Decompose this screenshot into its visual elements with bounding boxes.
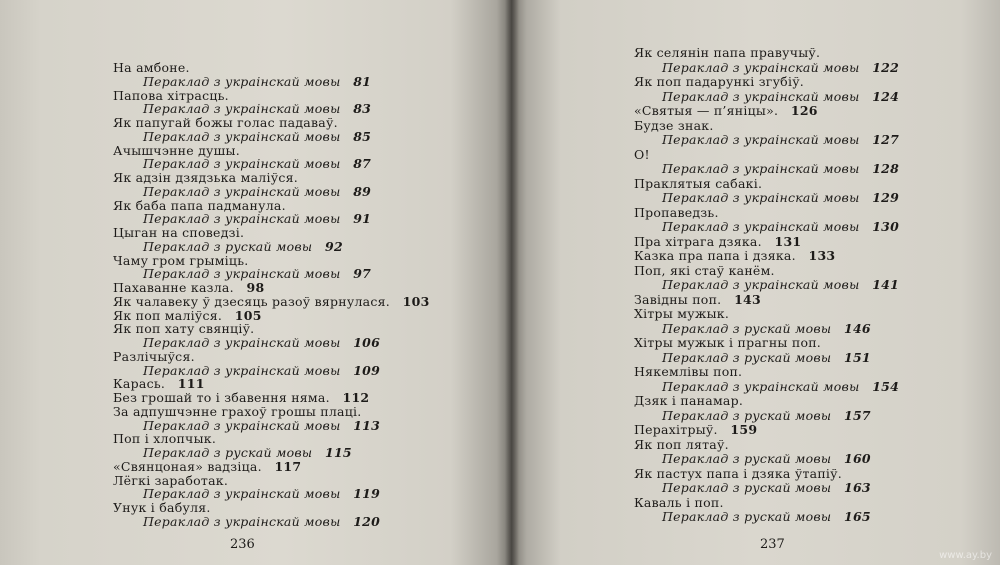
toc-title-line: [634, 394, 743, 408]
story-title: На амбоне.: [113, 60, 190, 75]
translation-note: Пераклад з украінскай мовы: [662, 132, 860, 147]
story-title: Разлічыўся.: [113, 348, 195, 364]
toc-page-number: 89: [353, 183, 372, 199]
toc-page-number: 97: [353, 266, 372, 282]
toc-page-number: 141: [872, 277, 900, 292]
toc-page-number: 160: [844, 451, 871, 466]
toc-page-number: 109: [353, 362, 381, 378]
toc-translation-line: [662, 510, 871, 524]
translation-note: Пераклад з украінскай мовы: [662, 219, 860, 234]
toc-translation-line: [143, 515, 380, 529]
toc-page-number: 151: [844, 349, 871, 365]
translation-note: Пераклад з украінскай мовы: [143, 335, 341, 350]
toc-title-line: [634, 249, 835, 263]
toc-translation-line: [662, 61, 899, 75]
page-number: 236: [230, 537, 255, 552]
translation-note: Пераклад з рускай мовы: [662, 320, 832, 336]
right-page: [512, 0, 1000, 565]
story-title: «Свянцоная» вадзіца.: [113, 458, 262, 474]
story-title: Чаму гром грыміць.: [113, 252, 249, 268]
book-gutter: [505, 0, 519, 565]
toc-translation-line: [662, 220, 899, 234]
translation-note: Пераклад з украінскай мовы: [143, 513, 341, 529]
story-title: За адпушчэнне грахоў грошы плаці.: [113, 403, 362, 419]
toc-page-number: 120: [353, 513, 381, 529]
toc-page-number: 87: [353, 156, 372, 172]
toc-page-number: 119: [353, 486, 381, 502]
toc-title-line: [634, 293, 761, 307]
story-title: Ачышчэнне душы.: [113, 142, 240, 158]
translation-note: Пераклад з украінскай мовы: [662, 277, 860, 292]
toc-title-line: [634, 119, 714, 133]
story-title: Як поп маліўся.: [113, 307, 223, 323]
story-title: «Святыя — п’яніцы».: [634, 103, 779, 118]
toc-page-number: 85: [353, 128, 372, 144]
toc-page-number: 157: [844, 407, 871, 423]
toc-page-number: 83: [353, 101, 372, 117]
toc-title-line: [634, 46, 820, 60]
toc-page-number: 113: [353, 417, 381, 433]
story-title: Карась.: [113, 376, 166, 392]
toc-title-line: [634, 264, 775, 278]
toc-translation-line: [662, 278, 899, 292]
translation-note: Пераклад з украінскай мовы: [662, 190, 860, 205]
translation-note: Пераклад з украінскай мовы: [143, 128, 341, 144]
toc-title-line: [634, 365, 742, 379]
story-title: Каваль і поп.: [634, 494, 724, 510]
story-title: Поп, які стаў канём.: [634, 262, 775, 278]
toc-page-number: 126: [790, 103, 818, 118]
watermark: www.ay.by: [939, 550, 992, 561]
toc-page-number: 130: [872, 219, 900, 234]
translation-note: Пераклад з рускай мовы: [662, 407, 832, 423]
toc-page-number: 103: [402, 293, 430, 309]
translation-note: Пераклад з рускай мовы: [662, 509, 832, 524]
story-title: Цыган на споведзі.: [113, 225, 245, 240]
story-title: Без грошай то і збавення няма.: [113, 390, 330, 405]
translation-note: Пераклад з украінскай мовы: [143, 101, 341, 117]
toc-translation-line: [662, 409, 871, 423]
story-title: О!: [634, 146, 650, 162]
story-title: Някемлівы поп.: [634, 364, 743, 379]
toc-translation-line: [662, 162, 899, 176]
toc-title-line: [634, 307, 729, 321]
toc-page-number: 124: [872, 88, 900, 104]
toc-translation-line: [662, 452, 871, 466]
story-title: Казка пра папа і дзяка.: [634, 248, 796, 263]
story-title: Папова хітрасць.: [113, 87, 229, 103]
toc-translation-line: [662, 90, 899, 104]
toc-title-line: [634, 148, 650, 162]
translation-note: Пераклад з украінскай мовы: [143, 156, 341, 172]
translation-note: Пераклад з украінскай мовы: [143, 417, 341, 433]
translation-note: Пераклад з украінскай мовы: [143, 362, 341, 378]
toc-page-number: 122: [872, 59, 900, 75]
translation-note: Пераклад з рускай мовы: [662, 480, 832, 495]
story-title: Хітры мужык і прагны поп.: [634, 335, 822, 350]
toc-page-number: 165: [844, 509, 871, 524]
story-title: Дзяк і панамар.: [634, 393, 744, 408]
translation-note: Пераклад з украінскай мовы: [143, 183, 341, 199]
translation-note: Пераклад з украінскай мовы: [143, 486, 341, 502]
translation-note: Пераклад з украінскай мовы: [143, 73, 341, 89]
toc-page-number: 106: [353, 335, 381, 350]
story-title: Унук і бабуля.: [113, 500, 211, 515]
translation-note: Пераклад з рускай мовы: [662, 349, 832, 365]
toc-page-number: 105: [234, 307, 262, 323]
toc-translation-line: [662, 380, 899, 394]
toc-page-number: 143: [734, 291, 761, 307]
story-title: Пра хітрага дзяка.: [634, 233, 762, 249]
story-title: Як селянін папа правучыў.: [634, 45, 821, 60]
story-title: Як чалавеку ў дзесяць разоў вярнулася.: [113, 293, 390, 309]
toc-page-number: 98: [246, 280, 265, 295]
story-title: Завідны поп.: [634, 291, 722, 307]
toc-page-number: 163: [844, 480, 871, 495]
story-title: Будзе знак.: [634, 117, 714, 133]
toc-page-number: 146: [844, 320, 871, 336]
story-title: Як поп хату свянціў.: [113, 321, 255, 337]
translation-note: Пераклад з украінскай мовы: [662, 161, 860, 176]
toc-page-number: 92: [325, 238, 343, 254]
toc-page-number: 81: [353, 73, 372, 89]
translation-note: Пераклад з украінскай мовы: [662, 378, 860, 394]
translation-note: Пераклад з рускай мовы: [662, 451, 832, 466]
toc-title-line: [634, 467, 842, 481]
toc-translation-line: [662, 481, 871, 495]
toc-page-number: 133: [808, 248, 836, 263]
story-title: Як пастух папа і дзяка ўтапіў.: [634, 465, 842, 481]
toc-page-number: 129: [872, 190, 900, 205]
toc-title-line: [634, 336, 821, 350]
story-title: Пропаведзь.: [634, 204, 719, 220]
story-title: Як адзін дзядзька маліўся.: [113, 170, 298, 185]
translation-note: Пераклад з украінскай мовы: [143, 266, 341, 282]
translation-note: Пераклад з рускай мовы: [143, 445, 313, 460]
translation-note: Пераклад з украінскай мовы: [662, 88, 860, 104]
toc-page-number: 115: [325, 445, 352, 460]
translation-note: Пераклад з украінскай мовы: [143, 211, 341, 227]
toc-page-number: 131: [774, 233, 802, 249]
toc-title-line: [634, 75, 804, 89]
story-title: Як баба папа падманула.: [113, 197, 286, 213]
story-title: Перахітрыў.: [634, 422, 718, 437]
toc-page-number: 117: [274, 458, 302, 474]
story-title: Як поп падарункі згубіў.: [634, 74, 805, 89]
toc-page-number: 127: [872, 132, 900, 147]
toc-title-line: [634, 177, 762, 191]
toc-page-number: 154: [872, 378, 900, 394]
toc-title-line: [634, 235, 801, 249]
toc-translation-line: [662, 191, 899, 205]
story-title: Праклятыя сабакі.: [634, 175, 763, 191]
toc-translation-line: [662, 322, 871, 336]
story-title: Лёгкі заработак.: [113, 472, 229, 488]
toc-translation-line: [662, 351, 871, 365]
story-title: Хітры мужык.: [634, 306, 730, 321]
page-number: 237: [760, 537, 785, 552]
translation-note: Пераклад з украінскай мовы: [662, 59, 860, 75]
toc-page-number: 159: [730, 422, 758, 437]
toc-page-number: 112: [342, 390, 370, 405]
toc-title-line: [634, 496, 724, 510]
toc-page-number: 91: [353, 211, 372, 227]
toc-title-line: [634, 438, 729, 452]
story-title: Як папугай божы голас падаваў.: [113, 115, 338, 130]
story-title: Пахаванне казла.: [113, 280, 234, 295]
story-title: Поп і хлопчык.: [113, 431, 217, 447]
toc-page-number: 128: [872, 161, 900, 176]
toc-page-number: 111: [177, 376, 205, 392]
story-title: Як поп лятаў.: [634, 436, 729, 452]
toc-title-line: [634, 206, 719, 220]
translation-note: Пераклад з рускай мовы: [143, 238, 313, 254]
toc-translation-line: [662, 133, 899, 147]
toc-title-line: [634, 104, 818, 118]
toc-title-line: [634, 423, 757, 437]
